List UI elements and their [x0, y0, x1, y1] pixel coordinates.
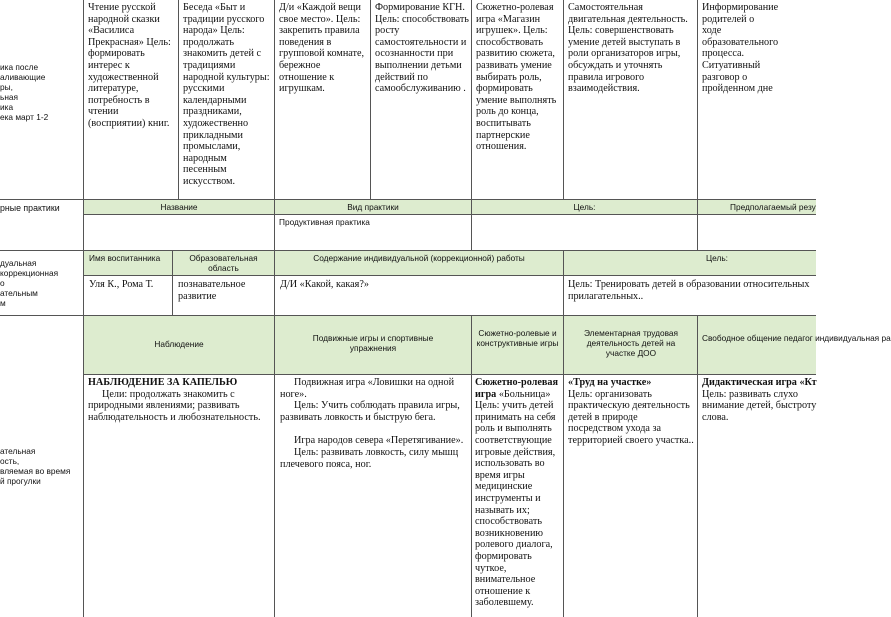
labor-cell	[568, 377, 695, 477]
observation-text: Цели: продолжать знакомить с природными явлениями; развивать наблюдательность и любознательность.	[88, 388, 261, 423]
child-names: Уля К., Рома Т.	[89, 279, 154, 290]
reading-cell: Чтение русской народной сказки «Василиса Прекрасная» Цель: формировать интерес к художественной литературе, потребность в чтении (восприятии) книг.	[88, 2, 171, 129]
game2-title: Игра народов севера «Перетягивание».	[294, 435, 464, 447]
section1-label: ика после аливающие ры, ьная ика ека март 1-2	[0, 62, 49, 122]
header-child-name: Имя воспитанника	[89, 253, 161, 263]
header-outdoor-games: Подвижные игры и спортивные упражнения	[312, 333, 434, 353]
grid-line	[563, 251, 564, 275]
didactic-cell	[702, 377, 816, 437]
header-goal: Цель:	[573, 202, 596, 212]
role-game-title: Сюжетно-ролевая игра	[475, 377, 558, 400]
header-name: Название	[160, 202, 198, 212]
grid-line	[370, 0, 371, 199]
grid-line	[563, 316, 564, 374]
header-expected-result: Предполагаемый резу	[730, 202, 816, 212]
header-observation: Наблюдение	[154, 339, 204, 349]
header-free-talk: Свободное общение педагог индивидуальная ра	[702, 333, 891, 343]
conversation-cell: Беседа «Быт и традиции русского народа» Цель: продолжать знакомить детей с традициями народной культуры: русскими календарными праздниками, художественно прикладными промыслами, народным песенным искусством.	[183, 2, 270, 187]
individual-goal-value: Цель: Тренировать детей в образовании относительных прилагательных..	[568, 279, 810, 302]
grid-line	[697, 316, 698, 374]
didactic-text: Цель: развивать слухо внимание детей, быстроту слова.	[702, 388, 817, 423]
role-game-cell	[475, 377, 562, 617]
edu-area-value: познавательное развитие	[178, 279, 246, 302]
section3-label: дуальная коррекционная о ательным м	[0, 258, 59, 308]
grid-line	[83, 275, 816, 276]
role-game-name: «Больница»	[498, 388, 551, 400]
hygiene-skills-cell: Формирование КГН. Цель: способствовать росту самостоятельности и осознанности при выполнении детьми действий по самообслуживанию .	[375, 2, 469, 95]
grid-line	[83, 0, 84, 617]
header-practice-type: Вид практики	[347, 202, 399, 212]
observation-title: НАБЛЮДЕНИЕ ЗА КАПЕЛЬЮ	[88, 377, 238, 388]
game1-goal: Цель: Учить соблюдать правила игры, развивать ловкость и быструю бега.	[280, 400, 460, 423]
didactic-game-cell: Д/и «Каждой вещи свое место». Цель: закрепить правила поведения в групповой комнате, бережное отношение к игрушкам.	[279, 2, 365, 95]
role-game-text: Цель: учить детей принимать на себя роль и выполнять соответствующие игровые действия, использовать во время игры медицинские инструменты и называть их; способствовать возникновению ролевого диалога, формировать чуткое, внимательное отношение к заболевшему.	[475, 400, 556, 609]
header-labor: Элементарная трудовая деятельность детей на участке ДОО	[583, 328, 679, 358]
practice-type-value: Продуктивная практика	[279, 217, 370, 227]
section2-label: рные практики	[0, 203, 60, 213]
grid-line	[83, 214, 816, 215]
grid-line	[83, 374, 816, 375]
labor-title: «Труд на участке»	[568, 377, 652, 388]
header-edu-area: Образовательная область	[189, 253, 258, 273]
header-individual-work: Содержание индивидуальной (коррекционной) работы	[313, 253, 525, 263]
grid-line	[274, 250, 275, 617]
grid-line	[178, 0, 179, 199]
grid-line	[697, 200, 698, 214]
game1-title: Подвижная игра «Ловишки на одной ноге».	[280, 377, 455, 400]
motor-activity-cell: Самостоятельная двигательная деятельность. Цель: совершенствовать умение детей выступать в роли организаторов игры, обсуждать и уточнять правила игрового взаимодействия.	[568, 2, 688, 95]
role-play-cell: Сюжетно-ролевая игра «Магазин игрушек». Цель: способствовать развитию сюжета, развивать умение выбирать роль, формировать умение выполнять роль до конца, воспитывать партнерские отношения.	[476, 2, 557, 153]
observation-cell	[88, 377, 272, 437]
grid-line	[274, 316, 275, 374]
individual-work-value: Д/И «Какой, какая?»	[280, 279, 369, 290]
parents-info-cell: Информирование родителей о ходе образовательного процесса. Ситуативный разговор о пройденном дне	[702, 2, 779, 95]
didactic-title: Дидактическая игра «Кт	[702, 377, 817, 388]
grid-line	[563, 0, 564, 199]
game2-goal: Цель: развивать ловкость, силу мышц плечевого пояса, ног.	[280, 446, 459, 470]
header-goal: Цель:	[706, 253, 728, 263]
outdoor-games-cell	[280, 377, 469, 497]
header-role-games: Сюжетно-ролевые и конструктивные игры	[476, 328, 559, 348]
section4-label: ательная ость, вляемая во время й прогулки	[0, 446, 71, 486]
labor-text: Цель: организовать практическую деятельность детей в природе посредством ухода за территорией своего участка..	[568, 388, 694, 446]
